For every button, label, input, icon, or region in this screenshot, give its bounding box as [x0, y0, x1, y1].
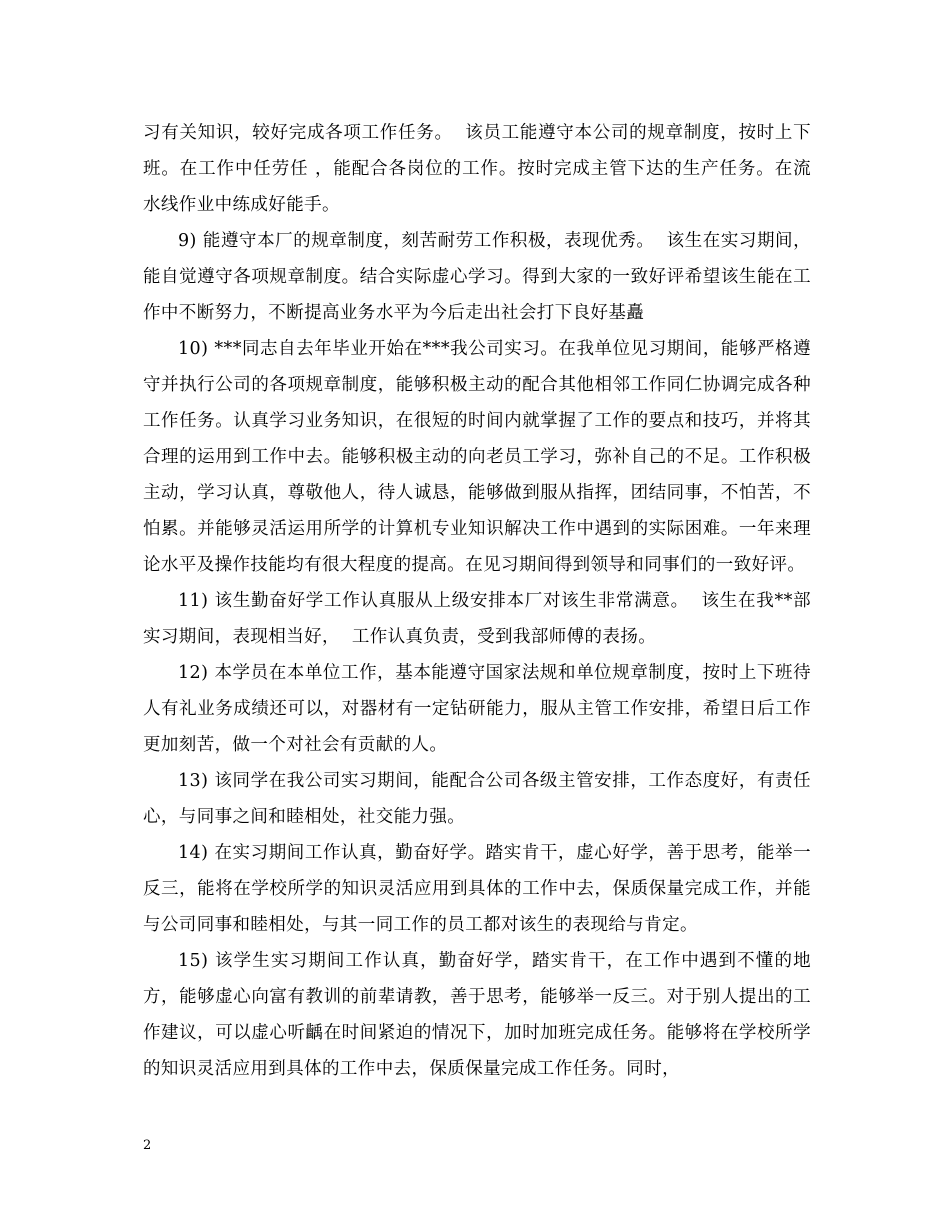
paragraph-item-9: 9) 能遵守本厂的规章制度，刻苦耐劳工作积极，表现优秀。 该生在实习期间，能自觉遵守各项规章制度。结合实际虚心学习。得到大家的一致好评希望该生能在工作中不断努力，不断提高业务水平为今后走出社会打下良好基矗 [143, 231, 811, 323]
page-number: 2 [143, 1138, 152, 1153]
paragraph-item-10: 10) ***同志自去年毕业开始在***我公司实习。在我单位见习期间，能够严格遵守并执行公司的各项规章制度，能够积极主动的配合其他相邻工作同仁协调完成各种工作任务。认真学习业务知识，在很短的时间内就掌握了工作的要点和技巧，并将其合理的运用到工作中去。能够积极主动的向老员工学习，弥补自己的不足。工作积极主动，学习认真，尊敬他人，待人诚恳，能够做到服从指挥，团结同事，不怕苦，不怕累。并能够灵活运用所学的计算机专业知识解决工作中遇到的实际困难。一年来理论水平及操作技能均有很大程度的提高。在见习期间得到领导和同事们的一致好评。 [143, 339, 811, 575]
paragraph-item-12: 12) 本学员在本单位工作，基本能遵守国家法规和单位规章制度，按时上下班待人有礼业务成绩还可以，对器材有一定钻研能力，服从主管工作安排，希望日后工作更加刻苦，做一个对社会有贡献的人。 [143, 663, 811, 755]
paragraph-item-11: 11) 该生勤奋好学工作认真服从上级安排本厂对该生非常满意。 该生在我**部实习期间，表现相当好， 工作认真负责，受到我部师傅的表扬。 [143, 591, 811, 647]
paragraph-item-13: 13) 该同学在我公司实习期间，能配合公司各级主管安排，工作态度好，有责任心，与同事之间和睦相处，社交能力强。 [143, 771, 811, 827]
paragraph-item-15: 15) 该学生实习期间工作认真，勤奋好学，踏实肯干，在工作中遇到不懂的地方，能够虚心向富有教训的前辈请教，善于思考，能够举一反三。对于别人提出的工作建议，可以虚心听齲在时间紧迫的情况下，加时加班完成任务。能够将在学校所学的知识灵活应用到具体的工作中去，保质保量完成工作任务。同时， [143, 951, 811, 1079]
paragraph-item-14: 14) 在实习期间工作认真，勤奋好学。踏实肯干，虚心好学，善于思考，能举一反三，能将在学校所学的知识灵活应用到具体的工作中去，保质保量完成工作，并能与公司同事和睦相处，与其一同工作的员工都对该生的表现给与肯定。 [143, 843, 811, 935]
paragraph-continuation: 习有关知识，较好完成各项工作任务。 该员工能遵守本公司的规章制度，按时上下班。在工作中任劳任 ，能配合各岗位的工作。按时完成主管下达的生产任务。在流水线作业中练成好能手。 [143, 123, 811, 215]
document-body [143, 115, 811, 1087]
